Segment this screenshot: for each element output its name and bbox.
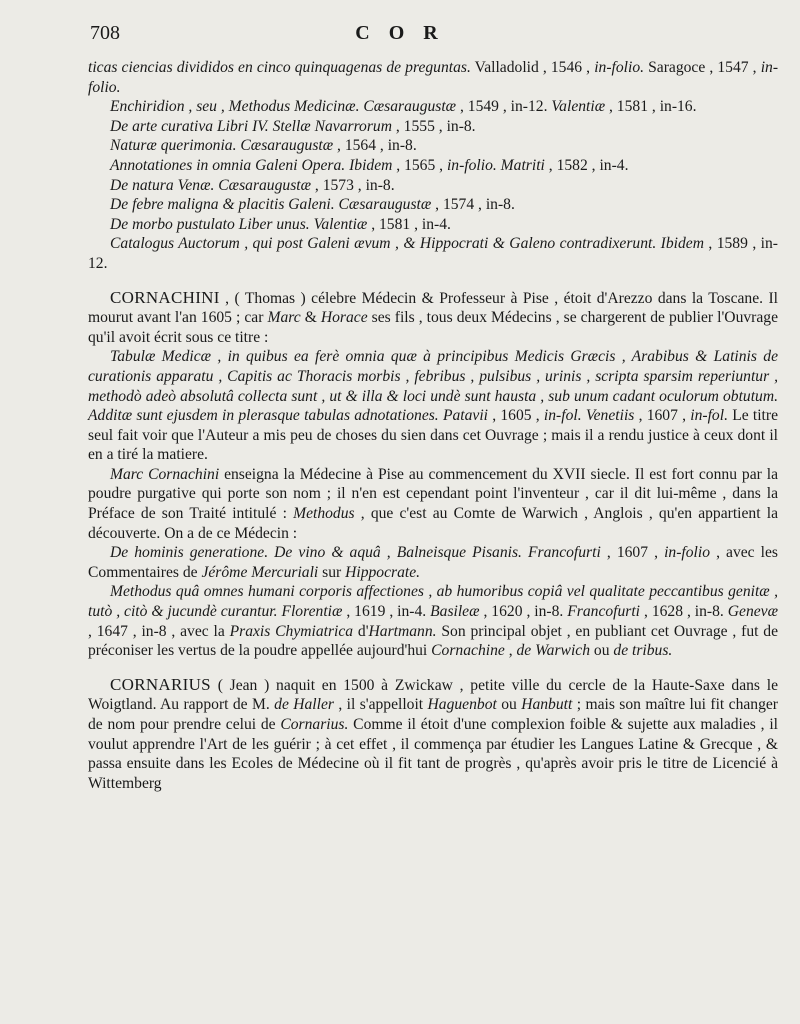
- italic-text: Praxis Chymiatrica: [229, 622, 354, 640]
- entry-headword: CORNARIUS: [110, 674, 211, 694]
- paragraph: [88, 288, 778, 348]
- italic-text: in-folio.: [88, 59, 779, 96]
- italic-text: Hanbutt: [521, 696, 573, 714]
- text-run: d': [353, 622, 369, 640]
- italic-text: Catalogus Auctorum , qui post Galeni ævum , & Hippocrati & Galeno contradixerunt. Ibidem: [110, 235, 704, 253]
- paragraph: [88, 58, 778, 97]
- text-run: sur: [318, 563, 346, 581]
- paragraph: [88, 234, 778, 273]
- text-run: , 1581 , in-4.: [367, 215, 451, 233]
- italic-text: Annotationes in omnia Galeni Opera. Ibidem: [110, 156, 393, 174]
- text-run: , 1607 ,: [600, 544, 665, 562]
- italic-text: De morbo pustulato Liber unus. Valentiæ: [110, 215, 368, 233]
- text-run: , 1573 , in-8.: [311, 176, 395, 194]
- italic-text: De arte curativa Libri IV. Stellæ Navarrorum: [110, 117, 392, 135]
- paragraph: [88, 176, 778, 196]
- italic-text: in-folio.: [594, 59, 645, 76]
- entry-headword: CORNACHINI: [110, 287, 220, 307]
- text-run: , 1564 , in-8.: [333, 137, 417, 155]
- entry: [88, 288, 778, 661]
- italic-text: de Warwich: [516, 642, 590, 660]
- italic-text: ticas ciencias divididos en cinco quinquagenas de preguntas.: [88, 59, 471, 76]
- italic-text: in-fol.: [690, 407, 728, 425]
- paragraph: [88, 543, 778, 582]
- entry: [88, 58, 778, 274]
- paragraph: [88, 347, 778, 465]
- text-run: , ( Thomas ) célebre Médecin & Professeur à Pise , étoit d'Arezzo dans la Toscane. Il mourut avant l'an 1605 ; car: [88, 289, 778, 327]
- italic-text: de tribus.: [613, 642, 673, 660]
- italic-text: Jérôme Mercuriali: [201, 563, 319, 581]
- paragraph: [88, 97, 778, 117]
- text-run: , 1589 , in-12.: [88, 235, 778, 272]
- italic-text: in-fol. Venetiis: [543, 407, 635, 425]
- italic-text: Valentiæ: [551, 98, 606, 116]
- page-number: 708: [90, 22, 120, 44]
- italic-text: Francofurti: [567, 603, 641, 621]
- text-run: ,: [504, 642, 517, 660]
- paragraph: [88, 675, 778, 794]
- italic-text: Methodus: [293, 505, 355, 523]
- text-run: ( Jean ) naquit en 1500 à Zwickaw , petite ville du cercle de la Haute-Saxe dans le Woigtland. Au rapport de M.: [88, 676, 778, 714]
- italic-text: Enchiridion , seu , Methodus Medicinæ. Cæsaraugustæ: [110, 98, 457, 116]
- italic-text: Marc Cornachini: [110, 465, 220, 483]
- italic-text: De febre maligna & placitis Galeni. Cæsaraugustæ: [110, 196, 432, 214]
- text-run: , 1628 , in-8.: [640, 603, 728, 621]
- paragraph: [88, 582, 778, 660]
- italic-text: Methodus quâ omnes humani corporis affectiones , ab humoribus copiâ vel qualitate peccantibus genitæ , tutò , citò & jucundè curantur. Florentiæ: [88, 583, 778, 621]
- italic-text: Hartmann.: [368, 622, 437, 640]
- text-run: , 1565 ,: [392, 156, 447, 174]
- text-run: enseigna la Médecine à Pise au commencement du XVII siecle. Il est fort connu par la poudre purgative qui porte son nom ; il n'en est cependant point l'inventeur , car il dit lui-même , dans la Préface de son Traité intitulé :: [88, 465, 778, 523]
- italic-text: De hominis generatione. De vino & aquâ , Balneisque Pisanis. Francofurti: [110, 544, 601, 562]
- italic-text: in-folio: [664, 544, 710, 562]
- italic-text: Marc: [267, 309, 301, 327]
- italic-text: De natura Venæ. Cæsaraugustæ: [110, 176, 312, 194]
- running-title: C O R: [355, 22, 445, 44]
- text-run: , 1619 , in-4.: [342, 603, 431, 621]
- paragraph: [88, 136, 778, 156]
- text-run: ou: [590, 642, 614, 660]
- text-run: Le titre seul fait voir que l'Auteur a mis peu de choses du sien dans cet Ouvrage ; mais il a rendu justice à ceux dont il en a tiré la matiere.: [88, 407, 778, 464]
- text-run: , 1620 , in-8.: [479, 603, 568, 621]
- text-run: Saragoce , 1547 ,: [644, 59, 761, 76]
- italic-text: Cornarius.: [280, 716, 349, 733]
- italic-text: Tabulæ Medicæ , in quibus ea ferè omnia quæ à principibus Medicis Græcis , Arabibus & Latinis de curationis apparatu , Capitis ac Thoracis morbis , febribus , pulsibus , urinis , scripta sparsim reperiuntur , methodò adeò absolutâ collecta sunt , ut & illa & loci undè sunt hausta , sub unum cadant oculorum obtutum. Additæ sunt ejusdem in plerasque tabulas adnotationes. Patavii: [88, 348, 778, 425]
- text-run: , 1605 ,: [487, 407, 544, 425]
- italic-text: Haguenbot: [427, 696, 497, 714]
- text-run: , 1555 , in-8.: [391, 117, 476, 135]
- italic-text: Cornachine: [431, 642, 505, 660]
- text-run: , il s'appelloit: [333, 696, 428, 714]
- text-run: , 1647 , in-8 , avec la: [88, 622, 230, 640]
- text-run: , 1582 , in-4.: [544, 156, 629, 174]
- text-run: , 1607 ,: [634, 407, 691, 425]
- text-run: &: [300, 309, 321, 327]
- page-header: [0, 22, 800, 50]
- paragraph: [88, 156, 778, 176]
- italic-text: in-folio. Matriti: [446, 156, 545, 174]
- text-run: , 1549 , in-12.: [456, 98, 552, 116]
- italic-text: Naturæ querimonia. Cæsaraugustæ: [110, 137, 334, 155]
- text-run: Son principal objet , en publiant cet Ouvrage , fut de préconiser les vertus de la poudre appellée aujourd'hui: [88, 622, 778, 660]
- italic-text: Horace: [320, 309, 368, 327]
- text-run: ses fils , tous deux Médecins , se chargerent de publier l'Ouvrage qu'il avoit écrit sous ce titre :: [88, 309, 778, 346]
- italic-text: Genevæ: [727, 603, 778, 621]
- text-run: ; mais son maître lui fit changer de nom pour prendre celui de: [88, 696, 778, 733]
- page-body: [88, 58, 778, 793]
- text-run: ou: [496, 696, 522, 714]
- text-run: Comme il étoit d'une complexion foible & sujette aux maladies , il voulut apprendre l'Art de les guérir ; à cet effet , il commença par étudier les Langues Latine & Grecque , & passa ensuite dans les Ecoles de Médecine où il fit tant de progrès , qu'après avoir pris le titre de Licencié à Wittemberg: [88, 716, 778, 792]
- text-run: , 1574 , in-8.: [431, 196, 515, 214]
- text-run: Valladolid , 1546 ,: [470, 59, 595, 76]
- text-run: , que c'est au Comte de Warwich , Anglois , qu'en appartient la découverte. On a de ce Médecin :: [88, 505, 778, 542]
- italic-text: de Haller: [274, 696, 334, 714]
- text-run: , 1581 , in-16.: [605, 98, 697, 116]
- paragraph: [88, 215, 778, 235]
- paragraph: [88, 117, 778, 137]
- paragraph: [88, 195, 778, 215]
- italic-text: Hippocrate.: [345, 563, 421, 581]
- italic-text: Basileæ: [430, 603, 480, 621]
- text-run: , avec les Commentaires de: [88, 544, 778, 581]
- entry: [88, 675, 778, 794]
- paragraph: [88, 465, 778, 543]
